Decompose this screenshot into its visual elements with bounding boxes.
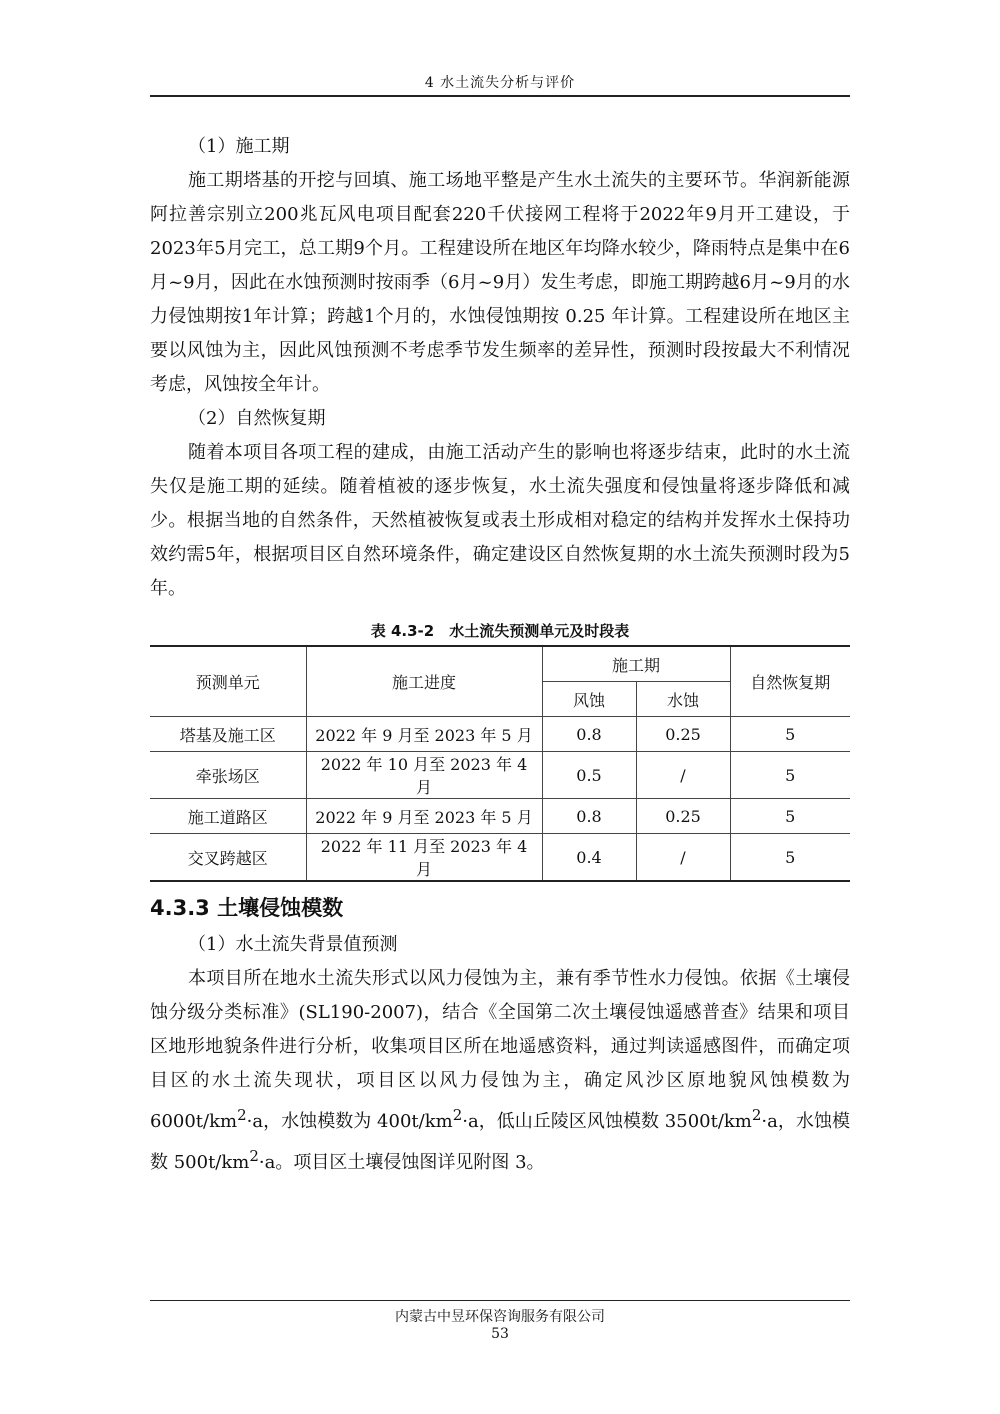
cell-recovery: 5	[730, 834, 850, 882]
cell-progress: 2022 年 9 月至 2023 年 5 月	[306, 717, 542, 752]
table-caption: 表 4.3-2 水土流失预测单元及时段表	[370, 622, 630, 640]
cell-water: /	[636, 752, 730, 799]
cell-progress: 2022 年 9 月至 2023 年 5 月	[306, 799, 542, 834]
cell-recovery: 5	[730, 717, 850, 752]
superscript: 2	[452, 1106, 463, 1124]
cell-wind: 0.8	[542, 799, 636, 834]
superscript: 2	[237, 1106, 247, 1124]
page-header: 4 水土流失分析与评价	[424, 75, 576, 91]
construction-paragraph: 施工期塔基的开挖与回填、施工场地平整是产生水土流失的主要环节。华润新能源阿拉善宗别立200兆瓦风电项目配套220千伏接网工程将于2022年9月开工建设，于2023年5月完工，总工期9个月。工程建设所在地区年均降水较少，降雨特点是集中在6月~9月，因此在水蚀预测时按雨季（6月~9月）发生考虑，即施工期跨越6月~9月的水力侵蚀期按1年计算；跨越1个月的，水蚀侵蚀期按 0.25 年计算。工程建设所在地区主要以风蚀为主，因此风蚀预测不考虑季节发生频率的差异性，预测时段按最大不利情况考虑，风蚀按全年计。	[150, 170, 850, 395]
table-header-row	[150, 646, 850, 682]
cell-unit: 牵张场区	[150, 752, 306, 799]
th-progress: 施工进度	[306, 646, 542, 717]
text-run: ·a，水蚀模数为 400t/km	[246, 1111, 453, 1132]
cell-progress: 2022 年 11 月至 2023 年 4 月	[306, 834, 542, 882]
background-heading: （1）水土流失背景值预测	[188, 934, 398, 955]
header-divider	[150, 95, 850, 97]
cell-wind: 0.5	[542, 752, 636, 799]
th-construction-period: 施工期	[542, 646, 730, 682]
page-number: 53	[491, 1326, 509, 1342]
text-run: 本项目所在地水土流失形式以风力侵蚀为主，兼有季节性水力侵蚀。依据《土壤侵蚀分级分类标准》(SL190-2007)，结合《全国第二次土壤侵蚀遥感普查》结果和项目区地形地貌条件进行分析，收集项目区所在地遥感资料，通过判读遥感图件，而确定项目区的水土流失现状，项目区以风力侵蚀为主，确定风沙区原地貌风蚀模数为 6000t/km	[150, 968, 850, 1132]
cell-water: 0.25	[636, 717, 730, 752]
prediction-table	[150, 645, 850, 882]
table-row	[150, 799, 850, 834]
cell-progress: 2022 年 10 月至 2023 年 4 月	[306, 752, 542, 799]
footer-company: 内蒙古中昱环保咨询服务有限公司	[395, 1309, 605, 1325]
cell-unit: 塔基及施工区	[150, 717, 306, 752]
th-recovery: 自然恢复期	[730, 646, 850, 717]
th-wind: 风蚀	[542, 682, 636, 717]
cell-unit: 施工道路区	[150, 799, 306, 834]
th-water: 水蚀	[636, 682, 730, 717]
page-content	[150, 130, 850, 1180]
footer-divider	[150, 1300, 850, 1301]
cell-wind: 0.8	[542, 717, 636, 752]
cell-wind: 0.4	[542, 834, 636, 882]
background-paragraph	[150, 962, 850, 1180]
table-row	[150, 834, 850, 882]
recovery-paragraph: 随着本项目各项工程的建成，由施工活动产生的影响也将逐步结束，此时的水土流失仅是施工期的延续。随着植被的逐步恢复，水土流失强度和侵蚀量将逐步降低和减少。根据当地的自然条件，天然植被恢复或表土形成相对稳定的结构并发挥水土保持功效约需5年，根据项目区自然环境条件，确定建设区自然恢复期的水土流失预测时段为5年。	[150, 442, 850, 599]
text-run: ·a，低山丘陵区风蚀模数 3500t/km	[462, 1111, 752, 1132]
text-run: ·a，水蚀模数 500t/km	[150, 1111, 850, 1173]
table-row	[150, 752, 850, 799]
text-run: ·a。项目区土壤侵蚀图详见附图 3。	[258, 1152, 545, 1173]
cell-recovery: 5	[730, 799, 850, 834]
cell-water: 0.25	[636, 799, 730, 834]
construction-heading: （1）施工期	[188, 136, 290, 157]
recovery-heading: （2）自然恢复期	[188, 408, 326, 429]
table-row	[150, 717, 850, 752]
cell-water: /	[636, 834, 730, 882]
section-title: 4.3.3 土壤侵蚀模数	[150, 896, 344, 920]
th-unit: 预测单元	[150, 646, 306, 717]
cell-recovery: 5	[730, 752, 850, 799]
superscript: 2	[249, 1147, 259, 1165]
cell-unit: 交叉跨越区	[150, 834, 306, 882]
superscript: 2	[751, 1106, 762, 1124]
